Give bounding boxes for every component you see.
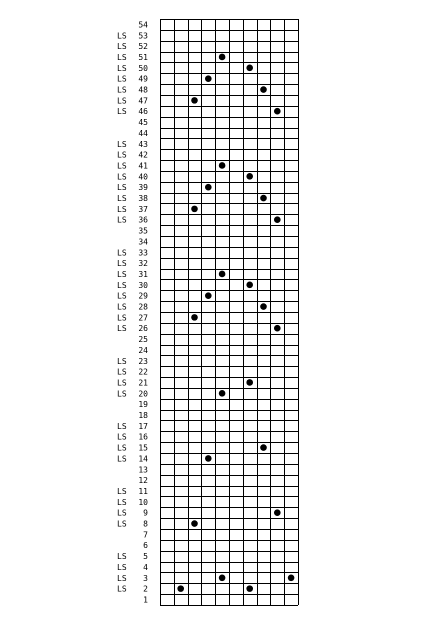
grid-dot	[246, 173, 253, 180]
row-number-label: 35	[138, 226, 148, 236]
row-number-label: 46	[138, 107, 148, 117]
row-number-label: 10	[138, 497, 148, 507]
row-number-label: 18	[138, 411, 148, 421]
grid-dot	[205, 292, 212, 299]
row-ls-label: LS	[117, 356, 127, 366]
grid-dot	[260, 444, 267, 451]
row-ls-label: LS	[117, 302, 127, 312]
row-ls-label: LS	[117, 280, 127, 290]
row-ls-label: LS	[117, 443, 127, 453]
grid-dot	[260, 86, 267, 93]
row-ls-label: LS	[117, 313, 127, 323]
row-ls-label: LS	[117, 52, 127, 62]
grid-dot	[205, 184, 212, 191]
row-number-label: 31	[138, 269, 148, 279]
row-number-label: 44	[138, 128, 148, 138]
row-number-label: 51	[138, 52, 148, 62]
grid-dot	[274, 325, 281, 332]
row-ls-label: LS	[117, 96, 127, 106]
row-number-label: 22	[138, 367, 148, 377]
grid-dot	[219, 271, 226, 278]
row-number-label: 29	[138, 291, 148, 301]
row-number-label: 38	[138, 194, 148, 204]
grid-dot	[288, 574, 295, 581]
row-number-label: 24	[138, 345, 148, 355]
row-number-label: 32	[138, 259, 148, 269]
row-ls-label: LS	[117, 519, 127, 529]
row-number-label: 53	[138, 31, 148, 41]
row-ls-label: LS	[117, 421, 127, 431]
row-ls-label: LS	[117, 584, 127, 594]
row-number-label: 27	[138, 313, 148, 323]
row-ls-label: LS	[117, 161, 127, 171]
grid-dot	[205, 75, 212, 82]
row-number-label: 6	[143, 541, 148, 551]
grid-dot	[191, 520, 198, 527]
row-number-label: 47	[138, 96, 148, 106]
row-number-label: 11	[138, 486, 148, 496]
row-ls-label: LS	[117, 204, 127, 214]
row-ls-label: LS	[117, 573, 127, 583]
row-ls-label: LS	[117, 194, 127, 204]
grid-dot	[274, 509, 281, 516]
grid-dot	[246, 282, 253, 289]
row-ls-label: LS	[117, 324, 127, 334]
row-number-label: 8	[143, 519, 148, 529]
row-ls-label: LS	[117, 215, 127, 225]
row-ls-label: LS	[117, 508, 127, 518]
row-ls-label: LS	[117, 269, 127, 279]
row-ls-label: LS	[117, 85, 127, 95]
row-number-label: 3	[143, 573, 148, 583]
row-number-label: 14	[138, 454, 148, 464]
row-number-label: 41	[138, 161, 148, 171]
row-ls-label: LS	[117, 432, 127, 442]
row-number-label: 13	[138, 465, 148, 475]
row-number-label: 28	[138, 302, 148, 312]
row-ls-label: LS	[117, 367, 127, 377]
grid-dot	[246, 379, 253, 386]
row-number-label: 37	[138, 204, 148, 214]
row-number-label: 1	[143, 595, 148, 605]
row-number-label: 19	[138, 400, 148, 410]
grid-dot	[219, 54, 226, 61]
row-number-label: 2	[143, 584, 148, 594]
grid-dot	[274, 216, 281, 223]
row-number-label: 52	[138, 42, 148, 52]
grid-dot	[274, 108, 281, 115]
grid-dot	[219, 162, 226, 169]
row-ls-label: LS	[117, 378, 127, 388]
row-number-label: 17	[138, 421, 148, 431]
row-ls-label: LS	[117, 63, 127, 73]
row-number-label: 45	[138, 118, 148, 128]
row-number-label: 23	[138, 356, 148, 366]
grid	[160, 19, 299, 606]
grid-dot	[191, 314, 198, 321]
row-number-label: 7	[143, 530, 148, 540]
dots	[177, 54, 294, 592]
row-ls-label: LS	[117, 139, 127, 149]
row-ls-label: LS	[117, 172, 127, 182]
row-number-label: 4	[143, 562, 148, 572]
grid-dot	[191, 97, 198, 104]
grid-dot	[246, 585, 253, 592]
row-ls-label: LS	[117, 486, 127, 496]
row-number-label: 42	[138, 150, 148, 160]
row-number-label: 33	[138, 248, 148, 258]
row-number-label: 16	[138, 432, 148, 442]
row-number-label: 49	[138, 74, 148, 84]
grid-dot	[205, 455, 212, 462]
grid-dot	[246, 65, 253, 72]
row-ls-label: LS	[117, 183, 127, 193]
row-number-label: 30	[138, 280, 148, 290]
row-ls-label: LS	[117, 291, 127, 301]
row-ls-label: LS	[117, 42, 127, 52]
row-labels	[117, 20, 148, 604]
row-ls-label: LS	[117, 31, 127, 41]
row-number-label: 26	[138, 324, 148, 334]
row-ls-label: LS	[117, 389, 127, 399]
row-ls-label: LS	[117, 454, 127, 464]
row-ls-label: LS	[117, 74, 127, 84]
row-number-label: 54	[138, 20, 148, 30]
row-number-label: 34	[138, 237, 148, 247]
row-number-label: 20	[138, 389, 148, 399]
row-number-label: 21	[138, 378, 148, 388]
row-ls-label: LS	[117, 562, 127, 572]
row-number-label: 5	[143, 552, 148, 562]
row-number-label: 36	[138, 215, 148, 225]
row-number-label: 39	[138, 183, 148, 193]
grid-dot	[177, 585, 184, 592]
row-ls-label: LS	[117, 497, 127, 507]
row-number-label: 25	[138, 335, 148, 345]
row-number-label: 9	[143, 508, 148, 518]
row-number-label: 12	[138, 476, 148, 486]
grid-dot	[219, 390, 226, 397]
row-number-label: 40	[138, 172, 148, 182]
row-number-label: 43	[138, 139, 148, 149]
row-number-label: 50	[138, 63, 148, 73]
grid-dot	[191, 206, 198, 213]
grid-dot	[219, 574, 226, 581]
grid-dot	[260, 303, 267, 310]
grid-dot	[260, 195, 267, 202]
row-ls-label: LS	[117, 107, 127, 117]
row-number-label: 15	[138, 443, 148, 453]
row-ls-label: LS	[117, 552, 127, 562]
row-ls-label: LS	[117, 150, 127, 160]
row-ls-label: LS	[117, 259, 127, 269]
row-number-label: 48	[138, 85, 148, 95]
row-ls-label: LS	[117, 248, 127, 258]
